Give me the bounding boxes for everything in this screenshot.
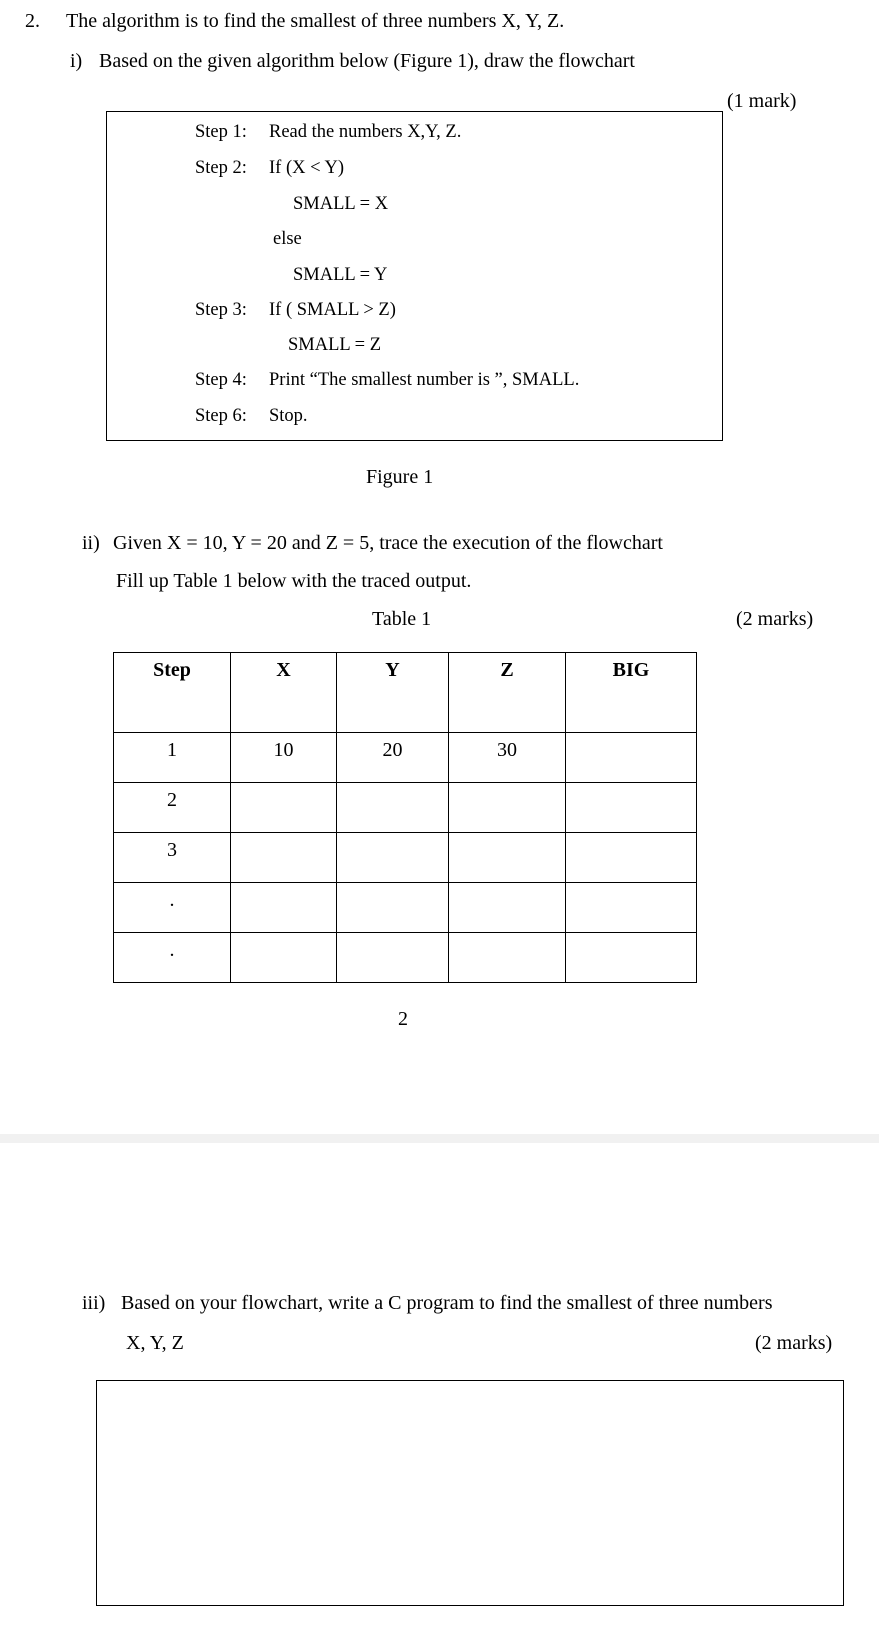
part-ii-marks: (2 marks) bbox=[736, 608, 814, 630]
question-text: The algorithm is to find the smallest of three numbers X, Y, Z. bbox=[66, 10, 565, 32]
cell-big[interactable] bbox=[566, 733, 697, 783]
table-header-row bbox=[114, 653, 697, 733]
algo-small-z: SMALL = Z bbox=[288, 335, 381, 355]
part-ii-label: ii) bbox=[82, 532, 100, 554]
part-ii-text: Given X = 10, Y = 20 and Z = 5, trace the execution of the flowchart bbox=[113, 532, 663, 554]
cell-step: . bbox=[114, 933, 231, 983]
part-i-text: Based on the given algorithm below (Figure 1), draw the flowchart bbox=[99, 50, 635, 72]
part-iii-text-2: X, Y, Z bbox=[126, 1332, 184, 1354]
algo-step-3-label: Step 3: bbox=[195, 300, 247, 320]
header-z: Z bbox=[449, 653, 566, 733]
algo-step-6-text: Stop. bbox=[269, 406, 308, 426]
algo-step-4-text: Print “The smallest number is ”, SMALL. bbox=[269, 370, 580, 390]
cell-big[interactable] bbox=[566, 783, 697, 833]
page-number: 2 bbox=[398, 1008, 408, 1030]
trace-table bbox=[113, 652, 697, 983]
algo-step-1-text: Read the numbers X,Y, Z. bbox=[269, 122, 462, 142]
cell-x[interactable] bbox=[231, 833, 337, 883]
cell-z[interactable] bbox=[449, 883, 566, 933]
algo-step-2-label: Step 2: bbox=[195, 158, 247, 178]
algo-else: else bbox=[273, 229, 302, 249]
part-i-label: i) bbox=[70, 50, 83, 72]
cell-step: . bbox=[114, 883, 231, 933]
cell-y[interactable] bbox=[337, 783, 449, 833]
cell-big[interactable] bbox=[566, 933, 697, 983]
header-y: Y bbox=[337, 653, 449, 733]
cell-big[interactable] bbox=[566, 883, 697, 933]
cell-y[interactable] bbox=[337, 883, 449, 933]
cell-step: 2 bbox=[114, 783, 231, 833]
cell-x[interactable] bbox=[231, 783, 337, 833]
cell-y: 20 bbox=[337, 733, 449, 783]
cell-y[interactable] bbox=[337, 933, 449, 983]
cell-z[interactable] bbox=[449, 783, 566, 833]
algo-step-3-text: If ( SMALL > Z) bbox=[269, 300, 396, 320]
header-x: X bbox=[231, 653, 337, 733]
cell-y[interactable] bbox=[337, 833, 449, 883]
algo-step-2-text: If (X < Y) bbox=[269, 158, 344, 178]
header-big: BIG bbox=[566, 653, 697, 733]
table-row bbox=[114, 933, 697, 983]
cell-x[interactable] bbox=[231, 933, 337, 983]
part-ii-text-2: Fill up Table 1 below with the traced output. bbox=[116, 570, 472, 592]
algorithm-box bbox=[106, 111, 723, 441]
table-row bbox=[114, 883, 697, 933]
cell-x[interactable] bbox=[231, 883, 337, 933]
algo-step-1-label: Step 1: bbox=[195, 122, 247, 142]
algo-small-x: SMALL = X bbox=[293, 194, 389, 214]
table-caption: Table 1 bbox=[372, 608, 432, 630]
cell-big[interactable] bbox=[566, 833, 697, 883]
part-iii-label: iii) bbox=[82, 1292, 106, 1314]
cell-x: 10 bbox=[231, 733, 337, 783]
cell-z[interactable] bbox=[449, 833, 566, 883]
header-step: Step bbox=[114, 653, 231, 733]
algo-step-4-label: Step 4: bbox=[195, 370, 247, 390]
algo-step-6-label: Step 6: bbox=[195, 406, 247, 426]
algo-small-y: SMALL = Y bbox=[293, 265, 388, 285]
part-iii-marks: (2 marks) bbox=[755, 1332, 833, 1354]
cell-step: 3 bbox=[114, 833, 231, 883]
cell-z[interactable] bbox=[449, 933, 566, 983]
figure-caption: Figure 1 bbox=[366, 466, 434, 488]
page-divider bbox=[0, 1134, 879, 1143]
part-iii-text: Based on your flowchart, write a C program to find the smallest of three numbers bbox=[121, 1292, 773, 1314]
table-row bbox=[114, 733, 697, 783]
cell-step: 1 bbox=[114, 733, 231, 783]
part-i-marks: (1 mark) bbox=[727, 90, 797, 112]
answer-box[interactable] bbox=[96, 1380, 844, 1606]
table-row bbox=[114, 833, 697, 883]
question-number: 2. bbox=[25, 10, 40, 32]
cell-z: 30 bbox=[449, 733, 566, 783]
table-row bbox=[114, 783, 697, 833]
